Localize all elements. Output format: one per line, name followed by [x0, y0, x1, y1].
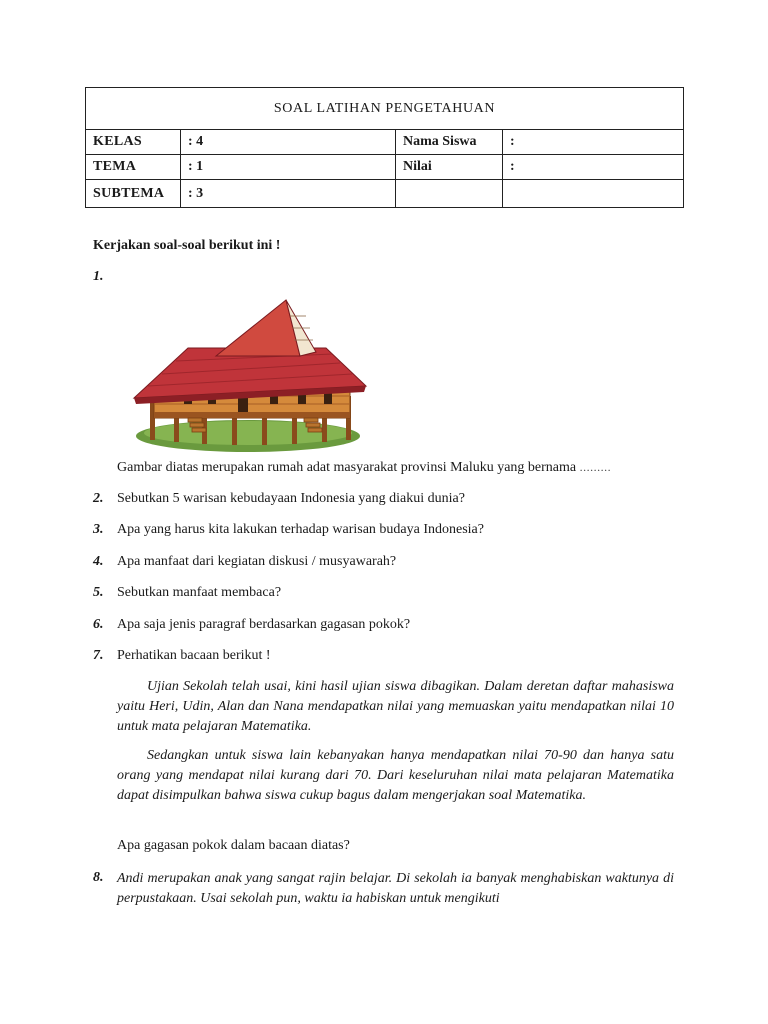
reading-paragraph-2: Sedangkan untuk siswa lain kebanyakan hanya mendapatkan nilai 70-90 dan hanya satu orang yang mendapat nilai kurang dari 70. Dari keseluruhan nilai mata pelajaran Matematika dapat disimpulkan bahwa siswa cukup bagus dalam mengerjakan soal Matematika. — [117, 748, 674, 803]
empty-cell-value — [503, 180, 684, 208]
question-3-number: 3. — [93, 522, 104, 537]
question-1-number: 1. — [93, 269, 104, 284]
question-1-body: Gambar diatas merupakan rumah adat masyarakat provinsi Maluku yang bernama — [117, 460, 577, 475]
kelas-value: : 4 — [181, 130, 396, 155]
tema-value: : 1 — [181, 155, 396, 180]
nama-siswa-value: : — [503, 130, 684, 155]
nilai-label: Nilai — [396, 155, 503, 180]
question-3-text: Apa yang harus kita lakukan terhadap warisan budaya Indonesia? — [117, 522, 484, 537]
question-7-prompt: Apa gagasan pokok dalam bacaan diatas? — [117, 838, 350, 853]
question-8-text: Andi merupakan anak yang sangat rajin belajar. Di sekolah ia banyak menghabiskan waktunya di perpustakaan. Usai sekolah pun, waktu ia habiskan untuk mengikuti — [117, 871, 674, 906]
subtema-value: : 3 — [181, 180, 396, 208]
question-6-number: 6. — [93, 617, 104, 632]
subtema-label: SUBTEMA — [86, 180, 181, 208]
empty-cell-label — [396, 180, 503, 208]
question-7-number: 7. — [93, 648, 104, 663]
traditional-house-illustration — [128, 296, 370, 456]
question-5-text: Sebutkan manfaat membaca? — [117, 585, 282, 600]
question-8-number: 8. — [93, 870, 104, 885]
instruction-text: Kerjakan soal-soal berikut ini ! — [93, 238, 281, 253]
question-4-text: Apa manfaat dari kegiatan diskusi / musyawarah? — [117, 554, 397, 569]
header-row-kelas — [86, 130, 684, 155]
nama-siswa-label: Nama Siswa — [396, 130, 503, 155]
header-row-subtema — [86, 180, 684, 208]
question-7-text: Perhatikan bacaan berikut ! — [117, 648, 271, 663]
question-1-text — [117, 460, 611, 476]
answer-dots: ......... — [579, 460, 612, 474]
question-2-number: 2. — [93, 491, 104, 506]
tema-label: TEMA — [86, 155, 181, 180]
header-table — [85, 87, 684, 208]
kelas-label: KELAS — [86, 130, 181, 155]
header-row-tema — [86, 155, 684, 180]
nilai-value: : — [503, 155, 684, 180]
worksheet-title: SOAL LATIHAN PENGETAHUAN — [86, 88, 684, 130]
reading-paragraph-1: Ujian Sekolah telah usai, kini hasil ujian siswa dibagikan. Dalam deretan daftar mahasiswa yaitu Heri, Udin, Alan dan Nana mendapatkan nilai yang memuaskan yaitu mendapatkan nilai 10 untuk mata pelajaran Matematika. — [117, 679, 674, 734]
question-4-number: 4. — [93, 554, 104, 569]
question-2-text: Sebutkan 5 warisan kebudayaan Indonesia yang diakui dunia? — [117, 491, 465, 506]
question-5-number: 5. — [93, 585, 104, 600]
question-6-text: Apa saja jenis paragraf berdasarkan gagasan pokok? — [117, 617, 411, 632]
